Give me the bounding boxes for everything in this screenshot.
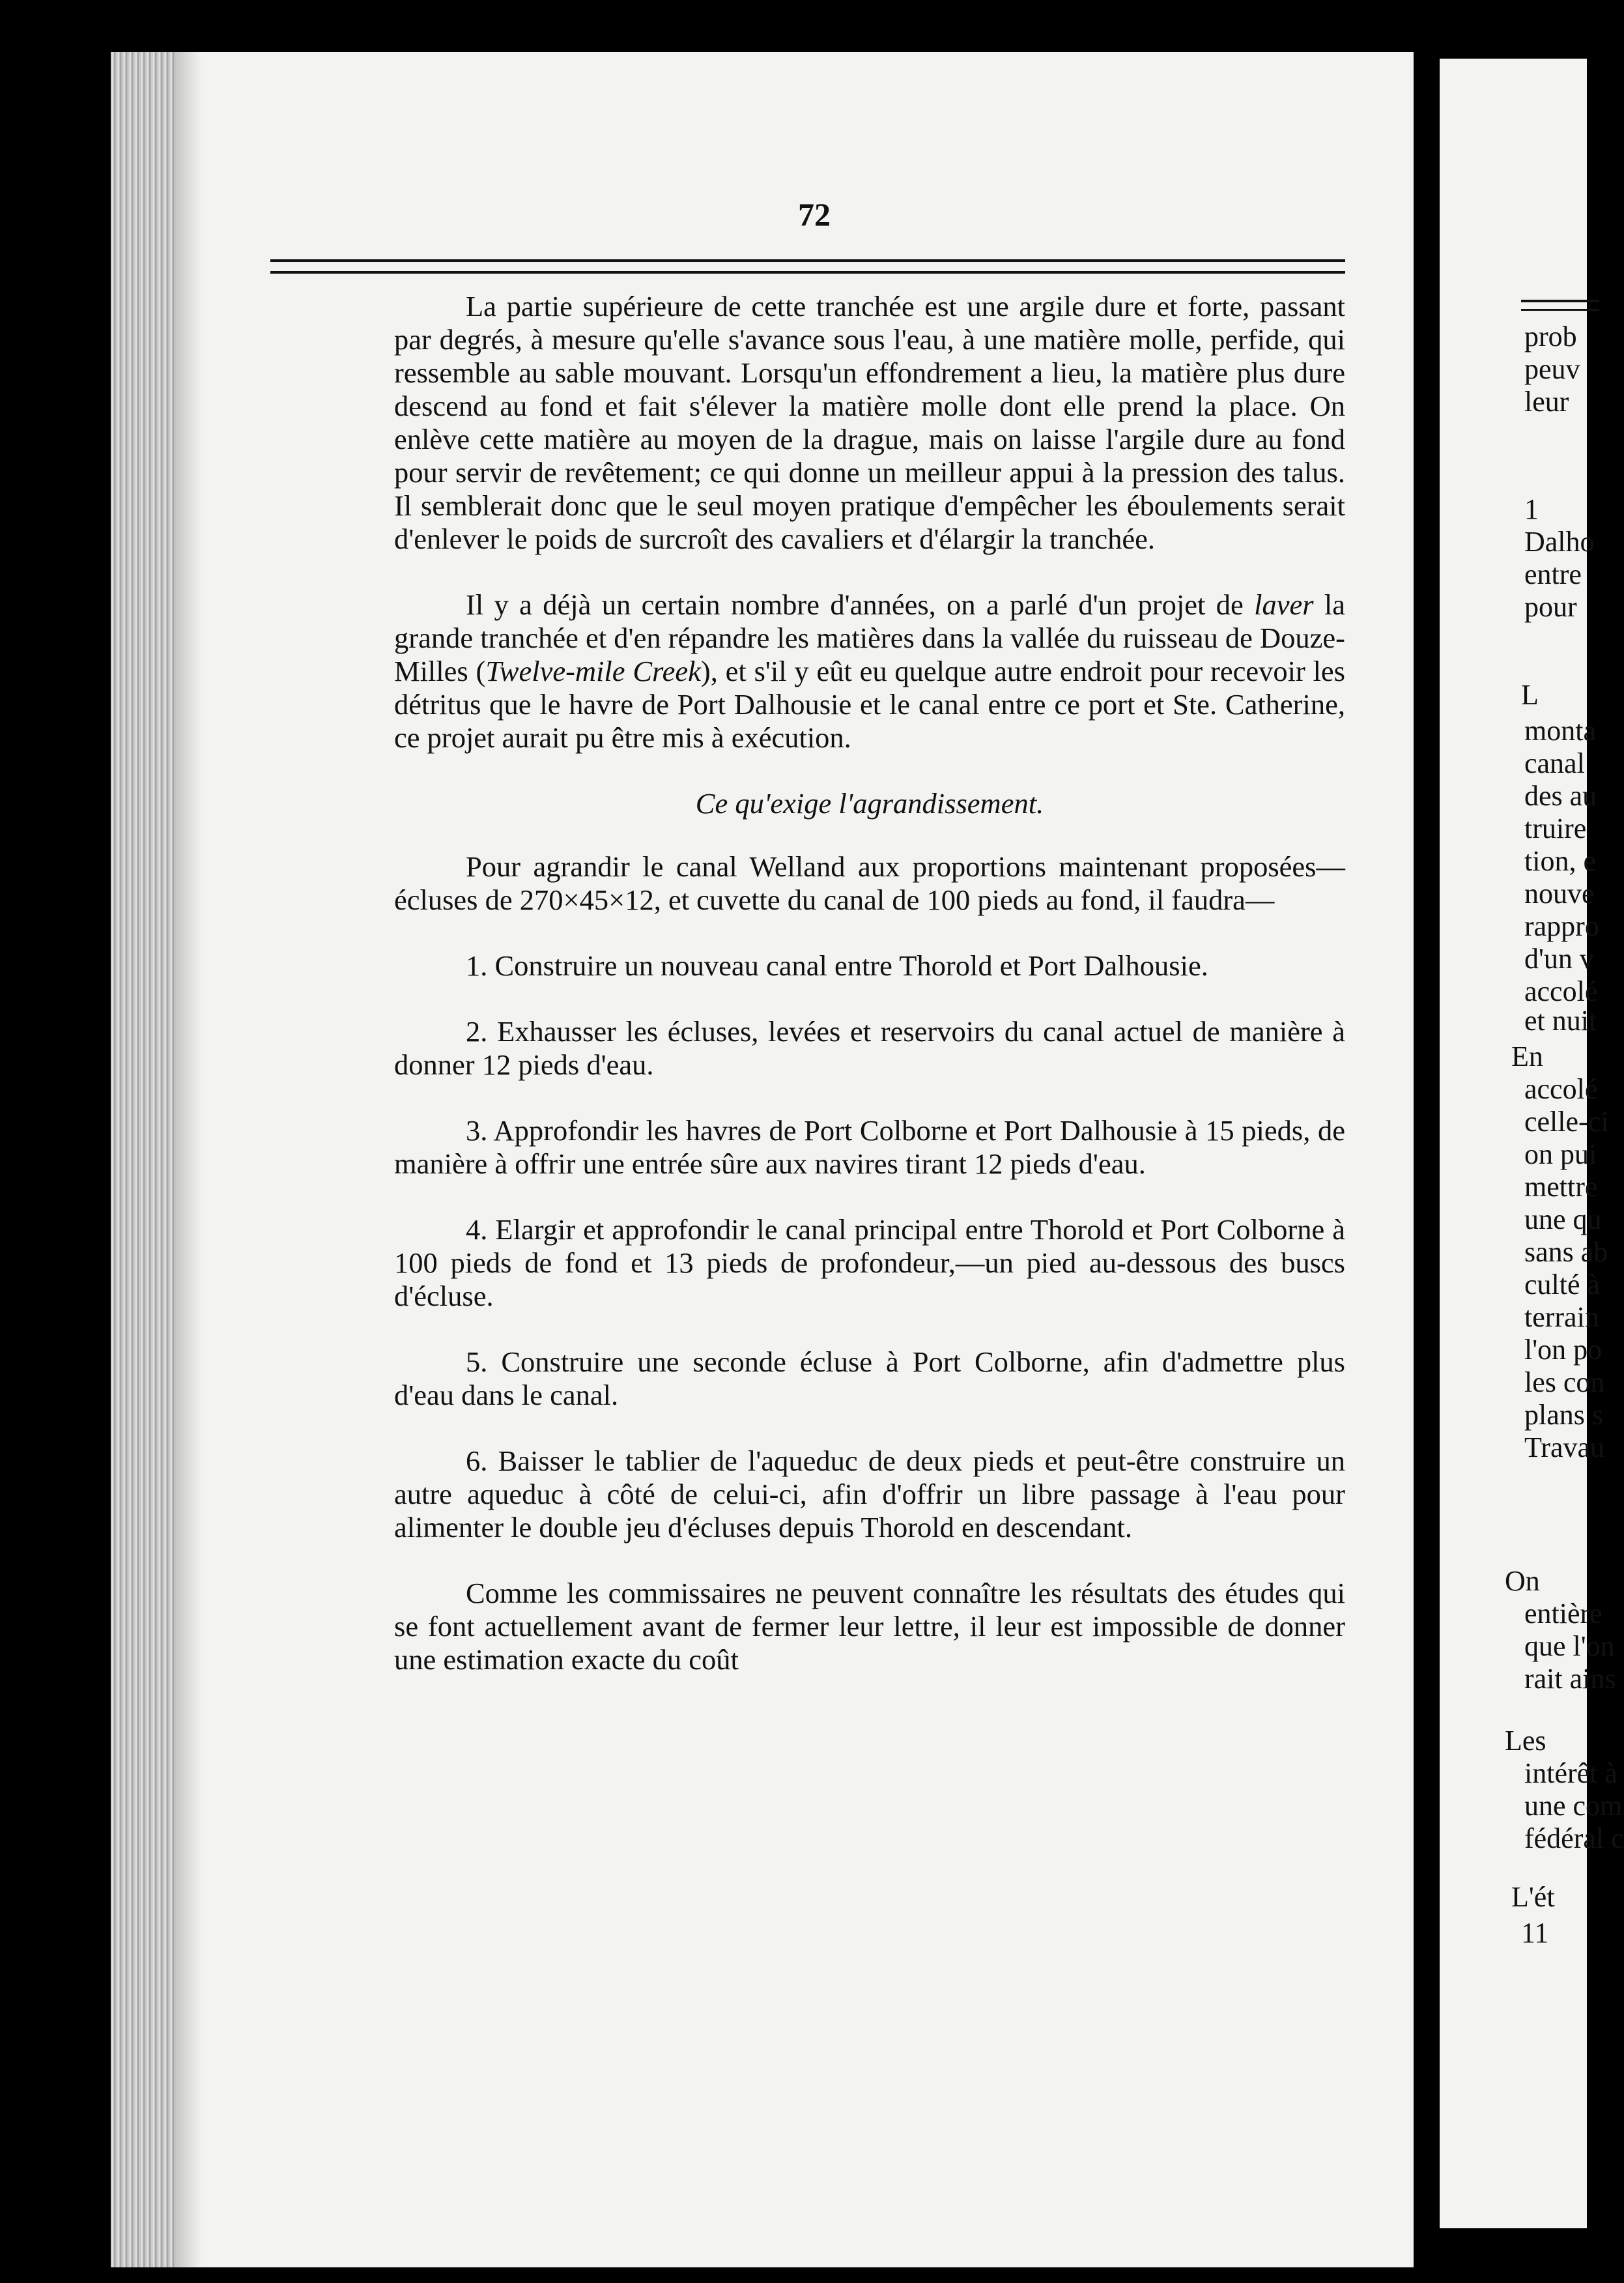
- right-page-line: accolé: [1524, 1073, 1598, 1105]
- right-page-line: entre: [1524, 558, 1582, 590]
- italic-laver: laver: [1254, 588, 1314, 621]
- page-number: 72: [798, 196, 831, 233]
- right-page-line: Dalho: [1524, 526, 1595, 558]
- right-page-line: prob: [1524, 321, 1577, 352]
- right-page-line: culté à: [1524, 1269, 1601, 1300]
- right-page-line: 1: [1524, 493, 1539, 525]
- list-item-6: 6. Baisser le tablier de l'aqueduc de deux pieds et peut-être construire un autre aqueduc à côté de celui-ci, afin d'offrir un libre passage à l'eau pour alimenter le double jeu d'écluses depuis Thorold en descendant.: [394, 1444, 1345, 1544]
- right-page-line: on pui: [1524, 1138, 1597, 1170]
- right-page-line: monta: [1524, 715, 1596, 747]
- right-page: [1440, 59, 1624, 2228]
- right-page-line: d'un v: [1524, 943, 1594, 975]
- list-item-1: 1. Construire un nouveau canal entre Thorold et Port Dalhousie.: [466, 949, 1208, 982]
- right-page-line: mettre: [1524, 1171, 1598, 1203]
- right-page-line: les con: [1524, 1366, 1605, 1398]
- page-edge-binding: [111, 52, 176, 2267]
- list-item-5: 5. Construire une seconde écluse à Port Colborne, afin d'admettre plus d'eau dans le canal.: [394, 1345, 1345, 1411]
- right-page-line: Les: [1505, 1725, 1546, 1757]
- right-page-line: terrain: [1524, 1301, 1599, 1333]
- right-page-line: Travau: [1524, 1431, 1605, 1463]
- right-page-line: L: [1521, 679, 1539, 711]
- italic-twelve-mile-creek: Twelve-mile Creek: [485, 655, 701, 687]
- right-page-line: et nuit: [1524, 1005, 1597, 1037]
- right-page-line: On: [1505, 1565, 1540, 1597]
- paragraph-1: La partie supérieure de cette tranchée est une argile dure et forte, passant par degrés, à mesure qu'elle s'avance sous l'eau, à une matière molle, perfide, qui ressemble au sable mouvant. Lorsqu'un effondrement a lieu, la matière plus dure descend au fond et fait s'élever la matière molle dont elle prend la place. On enlève cette matière au moyen de la drague, mais on laisse l'argile dure au fond pour servir de revêtement; ce qui donne un meilleur appui à la pression des talus. Il semblerait donc que le seul moyen pratique d'empêcher les éboulements serait d'enlever le poids de surcroît des cavaliers et d'élargir la tranchée.: [394, 290, 1345, 555]
- binding-shadow: [176, 52, 202, 2267]
- right-page-line: celle-ci: [1524, 1106, 1609, 1138]
- right-page-line: peuv: [1524, 353, 1580, 385]
- right-header-rule: [1521, 300, 1599, 311]
- right-page-line: que l'on: [1524, 1630, 1615, 1662]
- main-text: [394, 290, 1345, 1676]
- right-page-line: accolé: [1524, 975, 1598, 1007]
- right-page-line: L'ét: [1511, 1881, 1555, 1913]
- right-page-line: leur: [1524, 386, 1569, 418]
- right-page-line: des au: [1524, 780, 1597, 812]
- right-page-line: canal: [1524, 747, 1585, 779]
- right-page-line: fédéral c: [1524, 1822, 1624, 1854]
- paragraph-2-part-c: ), et s'il y eût eu quelque autre endroit pour recevoir les détritus que le havre de Port Dalhousie et le canal entre ce port et Ste. Catherine, ce projet aurait pu être mis à exécution.: [394, 655, 1346, 754]
- right-page-line: rait ains: [1524, 1663, 1616, 1695]
- right-page-line: entière: [1524, 1598, 1603, 1630]
- list-item-2: 2. Exhausser les écluses, levées et reservoirs du canal actuel de manière à donner 12 pieds d'eau.: [394, 1015, 1345, 1081]
- right-page-line: truire: [1524, 812, 1587, 844]
- list-item-4: 4. Elargir et approfondir le canal principal entre Thorold et Port Colborne à 100 pieds de fond et 13 pieds de profondeur,—un pied au-dessous des buscs d'écluse.: [394, 1213, 1345, 1312]
- right-page-line: sans ab: [1524, 1236, 1608, 1268]
- paragraph-3: Pour agrandir le canal Welland aux proportions maintenant proposées—écluses de 270×45×12, et cuvette du canal de 100 pieds au fond, il faudra—: [394, 850, 1345, 916]
- right-page-line: En: [1511, 1041, 1543, 1072]
- right-page-line: l'on po: [1524, 1334, 1603, 1366]
- paragraph-2-part-a: Il y a déjà un certain nombre d'années, on a parlé d'un projet de: [466, 588, 1255, 621]
- right-page-line: une qu: [1524, 1203, 1602, 1235]
- paragraph-4: Comme les commissaires ne peuvent connaître les résultats des études qui se font actuellement avant de fermer leur lettre, il leur est impossible de donner une estimation exacte du coût: [394, 1577, 1345, 1676]
- right-page-line: une com: [1524, 1790, 1623, 1822]
- header-double-rule: [270, 259, 1345, 274]
- right-page-line: intérêt à: [1524, 1757, 1617, 1789]
- section-heading: Ce qu'exige l'agrandissement.: [695, 787, 1044, 820]
- right-page-line: pour: [1524, 591, 1577, 623]
- paragraph-2-part-b: la grande tranchée et d'en répandre les matières dans la vallée du ruisseau de Douze-Milles (: [394, 588, 1345, 687]
- right-page-line: tion, e: [1524, 845, 1596, 877]
- right-page-line: nouve: [1524, 878, 1595, 910]
- right-page-line: plans s: [1524, 1399, 1603, 1431]
- list-item-3: 3. Approfondir les havres de Port Colborne et Port Dalhousie à 15 pieds, de manière à offrir une entrée sûre aux navires tirant 12 pieds d'eau.: [394, 1114, 1345, 1180]
- right-page-line: 11: [1521, 1917, 1549, 1949]
- paragraph-2: [394, 588, 1345, 754]
- right-page-line: rappro: [1524, 910, 1599, 942]
